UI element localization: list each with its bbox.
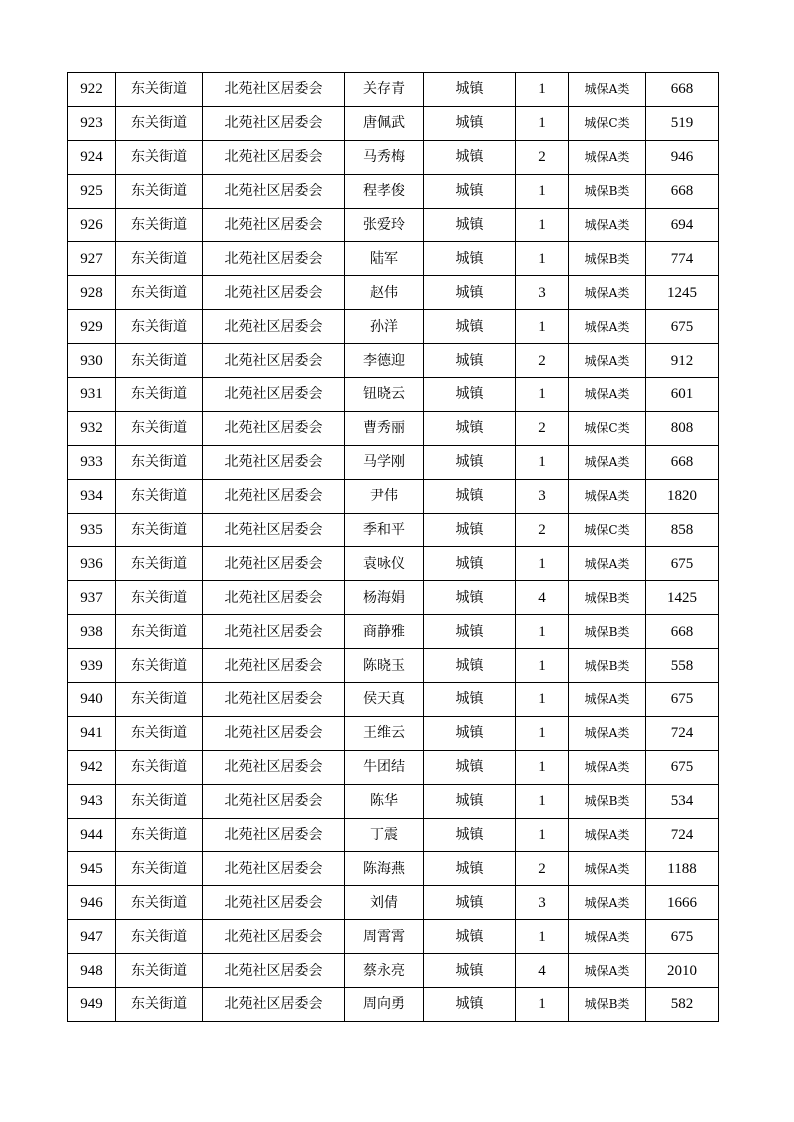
cell-committee: 北苑社区居委会 <box>203 106 345 140</box>
cell-area-type: 城镇 <box>424 784 516 818</box>
cell-category: 城保A类 <box>569 818 646 852</box>
cell-row-number: 938 <box>68 615 116 649</box>
cell-area-type: 城镇 <box>424 886 516 920</box>
cell-household-count: 1 <box>516 784 569 818</box>
table-row <box>68 242 719 276</box>
cell-person-name: 周霄霄 <box>345 920 424 954</box>
table-row <box>68 208 719 242</box>
cell-amount: 694 <box>646 208 719 242</box>
cell-area-type: 城镇 <box>424 750 516 784</box>
cell-household-count: 4 <box>516 581 569 615</box>
cell-amount: 946 <box>646 140 719 174</box>
cell-person-name: 杨海娟 <box>345 581 424 615</box>
cell-category: 城保B类 <box>569 174 646 208</box>
cell-household-count: 1 <box>516 310 569 344</box>
cell-area-type: 城镇 <box>424 310 516 344</box>
cell-household-count: 1 <box>516 750 569 784</box>
cell-category: 城保A类 <box>569 852 646 886</box>
cell-street: 东关街道 <box>116 954 203 988</box>
cell-amount: 675 <box>646 547 719 581</box>
cell-committee: 北苑社区居委会 <box>203 920 345 954</box>
table-row <box>68 615 719 649</box>
cell-category: 城保A类 <box>569 310 646 344</box>
cell-committee: 北苑社区居委会 <box>203 378 345 412</box>
cell-household-count: 1 <box>516 818 569 852</box>
cell-area-type: 城镇 <box>424 581 516 615</box>
cell-household-count: 1 <box>516 615 569 649</box>
cell-street: 东关街道 <box>116 581 203 615</box>
cell-category: 城保A类 <box>569 344 646 378</box>
cell-row-number: 932 <box>68 411 116 445</box>
cell-area-type: 城镇 <box>424 411 516 445</box>
cell-category: 城保A类 <box>569 445 646 479</box>
cell-area-type: 城镇 <box>424 716 516 750</box>
table-row <box>68 73 719 107</box>
cell-amount: 582 <box>646 988 719 1022</box>
cell-row-number: 929 <box>68 310 116 344</box>
cell-person-name: 钮晓云 <box>345 378 424 412</box>
cell-category: 城保A类 <box>569 954 646 988</box>
cell-person-name: 牛团结 <box>345 750 424 784</box>
cell-row-number: 940 <box>68 683 116 717</box>
cell-committee: 北苑社区居委会 <box>203 784 345 818</box>
cell-row-number: 948 <box>68 954 116 988</box>
table-row <box>68 852 719 886</box>
cell-household-count: 1 <box>516 242 569 276</box>
cell-street: 东关街道 <box>116 73 203 107</box>
cell-row-number: 942 <box>68 750 116 784</box>
table-row <box>68 750 719 784</box>
cell-household-count: 1 <box>516 106 569 140</box>
cell-committee: 北苑社区居委会 <box>203 174 345 208</box>
cell-street: 东关街道 <box>116 547 203 581</box>
cell-person-name: 陈晓玉 <box>345 649 424 683</box>
cell-row-number: 933 <box>68 445 116 479</box>
cell-person-name: 袁咏仪 <box>345 547 424 581</box>
cell-household-count: 1 <box>516 683 569 717</box>
table-row <box>68 276 719 310</box>
table-row <box>68 445 719 479</box>
cell-amount: 912 <box>646 344 719 378</box>
cell-person-name: 马学刚 <box>345 445 424 479</box>
cell-committee: 北苑社区居委会 <box>203 649 345 683</box>
cell-amount: 2010 <box>646 954 719 988</box>
cell-household-count: 1 <box>516 445 569 479</box>
cell-committee: 北苑社区居委会 <box>203 479 345 513</box>
table-row <box>68 886 719 920</box>
cell-area-type: 城镇 <box>424 140 516 174</box>
cell-row-number: 926 <box>68 208 116 242</box>
table-row <box>68 988 719 1022</box>
cell-person-name: 刘倩 <box>345 886 424 920</box>
cell-area-type: 城镇 <box>424 445 516 479</box>
cell-person-name: 丁震 <box>345 818 424 852</box>
cell-committee: 北苑社区居委会 <box>203 852 345 886</box>
cell-amount: 519 <box>646 106 719 140</box>
cell-committee: 北苑社区居委会 <box>203 988 345 1022</box>
table-row <box>68 716 719 750</box>
cell-category: 城保A类 <box>569 73 646 107</box>
cell-person-name: 侯天真 <box>345 683 424 717</box>
cell-street: 东关街道 <box>116 920 203 954</box>
cell-row-number: 949 <box>68 988 116 1022</box>
cell-amount: 724 <box>646 716 719 750</box>
cell-person-name: 陈华 <box>345 784 424 818</box>
cell-street: 东关街道 <box>116 208 203 242</box>
cell-row-number: 947 <box>68 920 116 954</box>
cell-category: 城保B类 <box>569 581 646 615</box>
table-row <box>68 513 719 547</box>
cell-category: 城保C类 <box>569 411 646 445</box>
cell-area-type: 城镇 <box>424 208 516 242</box>
cell-area-type: 城镇 <box>424 818 516 852</box>
cell-street: 东关街道 <box>116 886 203 920</box>
table-row <box>68 954 719 988</box>
cell-amount: 601 <box>646 378 719 412</box>
cell-category: 城保C类 <box>569 513 646 547</box>
cell-amount: 668 <box>646 615 719 649</box>
cell-person-name: 季和平 <box>345 513 424 547</box>
cell-area-type: 城镇 <box>424 378 516 412</box>
cell-category: 城保B类 <box>569 242 646 276</box>
cell-household-count: 1 <box>516 73 569 107</box>
cell-household-count: 1 <box>516 378 569 412</box>
cell-area-type: 城镇 <box>424 649 516 683</box>
cell-amount: 675 <box>646 310 719 344</box>
cell-street: 东关街道 <box>116 784 203 818</box>
cell-committee: 北苑社区居委会 <box>203 73 345 107</box>
cell-person-name: 蔡永亮 <box>345 954 424 988</box>
cell-committee: 北苑社区居委会 <box>203 547 345 581</box>
cell-committee: 北苑社区居委会 <box>203 208 345 242</box>
cell-area-type: 城镇 <box>424 276 516 310</box>
cell-amount: 808 <box>646 411 719 445</box>
table-row <box>68 649 719 683</box>
cell-row-number: 934 <box>68 479 116 513</box>
cell-category: 城保B类 <box>569 988 646 1022</box>
cell-household-count: 1 <box>516 174 569 208</box>
cell-amount: 724 <box>646 818 719 852</box>
cell-row-number: 936 <box>68 547 116 581</box>
cell-street: 东关街道 <box>116 242 203 276</box>
cell-amount: 675 <box>646 683 719 717</box>
cell-row-number: 943 <box>68 784 116 818</box>
cell-household-count: 2 <box>516 344 569 378</box>
cell-person-name: 马秀梅 <box>345 140 424 174</box>
table-body <box>68 73 719 1022</box>
cell-street: 东关街道 <box>116 683 203 717</box>
cell-person-name: 赵伟 <box>345 276 424 310</box>
cell-committee: 北苑社区居委会 <box>203 683 345 717</box>
cell-area-type: 城镇 <box>424 479 516 513</box>
cell-category: 城保A类 <box>569 886 646 920</box>
cell-committee: 北苑社区居委会 <box>203 411 345 445</box>
cell-row-number: 928 <box>68 276 116 310</box>
table-row <box>68 344 719 378</box>
cell-row-number: 925 <box>68 174 116 208</box>
cell-category: 城保A类 <box>569 479 646 513</box>
table-row <box>68 818 719 852</box>
cell-committee: 北苑社区居委会 <box>203 242 345 276</box>
cell-row-number: 927 <box>68 242 116 276</box>
cell-amount: 774 <box>646 242 719 276</box>
cell-area-type: 城镇 <box>424 73 516 107</box>
cell-street: 东关街道 <box>116 411 203 445</box>
cell-street: 东关街道 <box>116 378 203 412</box>
table-row <box>68 411 719 445</box>
cell-committee: 北苑社区居委会 <box>203 818 345 852</box>
cell-area-type: 城镇 <box>424 920 516 954</box>
cell-row-number: 924 <box>68 140 116 174</box>
cell-household-count: 1 <box>516 547 569 581</box>
cell-row-number: 930 <box>68 344 116 378</box>
cell-area-type: 城镇 <box>424 174 516 208</box>
cell-amount: 1188 <box>646 852 719 886</box>
cell-amount: 858 <box>646 513 719 547</box>
table-row <box>68 920 719 954</box>
relief-roster-table <box>67 72 719 1022</box>
cell-area-type: 城镇 <box>424 615 516 649</box>
cell-household-count: 4 <box>516 954 569 988</box>
cell-row-number: 935 <box>68 513 116 547</box>
cell-street: 东关街道 <box>116 445 203 479</box>
cell-row-number: 922 <box>68 73 116 107</box>
cell-category: 城保A类 <box>569 683 646 717</box>
cell-person-name: 陈海燕 <box>345 852 424 886</box>
cell-row-number: 931 <box>68 378 116 412</box>
cell-street: 东关街道 <box>116 344 203 378</box>
cell-row-number: 941 <box>68 716 116 750</box>
cell-street: 东关街道 <box>116 106 203 140</box>
cell-committee: 北苑社区居委会 <box>203 513 345 547</box>
cell-area-type: 城镇 <box>424 242 516 276</box>
table-row <box>68 581 719 615</box>
cell-street: 东关街道 <box>116 513 203 547</box>
cell-amount: 668 <box>646 445 719 479</box>
cell-household-count: 3 <box>516 479 569 513</box>
cell-amount: 668 <box>646 174 719 208</box>
cell-category: 城保C类 <box>569 106 646 140</box>
cell-street: 东关街道 <box>116 750 203 784</box>
cell-committee: 北苑社区居委会 <box>203 750 345 784</box>
cell-row-number: 923 <box>68 106 116 140</box>
cell-street: 东关街道 <box>116 716 203 750</box>
cell-amount: 558 <box>646 649 719 683</box>
cell-street: 东关街道 <box>116 174 203 208</box>
cell-committee: 北苑社区居委会 <box>203 716 345 750</box>
cell-street: 东关街道 <box>116 988 203 1022</box>
cell-street: 东关街道 <box>116 140 203 174</box>
table-row <box>68 174 719 208</box>
cell-category: 城保B类 <box>569 649 646 683</box>
cell-area-type: 城镇 <box>424 547 516 581</box>
cell-household-count: 2 <box>516 852 569 886</box>
cell-street: 东关街道 <box>116 818 203 852</box>
cell-category: 城保A类 <box>569 276 646 310</box>
cell-household-count: 1 <box>516 649 569 683</box>
cell-amount: 534 <box>646 784 719 818</box>
cell-household-count: 3 <box>516 886 569 920</box>
cell-committee: 北苑社区居委会 <box>203 344 345 378</box>
cell-household-count: 1 <box>516 716 569 750</box>
cell-area-type: 城镇 <box>424 852 516 886</box>
cell-committee: 北苑社区居委会 <box>203 954 345 988</box>
table-row <box>68 683 719 717</box>
cell-category: 城保A类 <box>569 716 646 750</box>
cell-street: 东关街道 <box>116 310 203 344</box>
cell-person-name: 陆军 <box>345 242 424 276</box>
table-row <box>68 547 719 581</box>
cell-person-name: 王维云 <box>345 716 424 750</box>
cell-street: 东关街道 <box>116 649 203 683</box>
cell-committee: 北苑社区居委会 <box>203 615 345 649</box>
cell-person-name: 李德迎 <box>345 344 424 378</box>
cell-person-name: 周向勇 <box>345 988 424 1022</box>
cell-row-number: 945 <box>68 852 116 886</box>
cell-category: 城保A类 <box>569 140 646 174</box>
cell-amount: 1666 <box>646 886 719 920</box>
cell-committee: 北苑社区居委会 <box>203 886 345 920</box>
cell-category: 城保A类 <box>569 750 646 784</box>
cell-category: 城保A类 <box>569 208 646 242</box>
cell-committee: 北苑社区居委会 <box>203 445 345 479</box>
cell-category: 城保A类 <box>569 920 646 954</box>
cell-amount: 1820 <box>646 479 719 513</box>
cell-person-name: 程孝俊 <box>345 174 424 208</box>
cell-person-name: 张爱玲 <box>345 208 424 242</box>
table-row <box>68 784 719 818</box>
cell-person-name: 孙洋 <box>345 310 424 344</box>
cell-household-count: 2 <box>516 411 569 445</box>
cell-person-name: 唐佩武 <box>345 106 424 140</box>
cell-area-type: 城镇 <box>424 988 516 1022</box>
cell-household-count: 1 <box>516 920 569 954</box>
cell-street: 东关街道 <box>116 479 203 513</box>
cell-row-number: 939 <box>68 649 116 683</box>
cell-category: 城保A类 <box>569 378 646 412</box>
cell-category: 城保A类 <box>569 547 646 581</box>
cell-person-name: 尹伟 <box>345 479 424 513</box>
cell-street: 东关街道 <box>116 615 203 649</box>
cell-household-count: 2 <box>516 513 569 547</box>
cell-amount: 1245 <box>646 276 719 310</box>
cell-household-count: 1 <box>516 208 569 242</box>
cell-row-number: 944 <box>68 818 116 852</box>
cell-street: 东关街道 <box>116 276 203 310</box>
table-row <box>68 106 719 140</box>
cell-category: 城保B类 <box>569 784 646 818</box>
cell-area-type: 城镇 <box>424 513 516 547</box>
cell-amount: 675 <box>646 920 719 954</box>
cell-area-type: 城镇 <box>424 106 516 140</box>
cell-area-type: 城镇 <box>424 954 516 988</box>
cell-street: 东关街道 <box>116 852 203 886</box>
table-row <box>68 479 719 513</box>
cell-category: 城保B类 <box>569 615 646 649</box>
cell-person-name: 曹秀丽 <box>345 411 424 445</box>
cell-committee: 北苑社区居委会 <box>203 581 345 615</box>
cell-amount: 675 <box>646 750 719 784</box>
cell-row-number: 946 <box>68 886 116 920</box>
cell-row-number: 937 <box>68 581 116 615</box>
cell-person-name: 商静雅 <box>345 615 424 649</box>
cell-area-type: 城镇 <box>424 344 516 378</box>
table-row <box>68 310 719 344</box>
cell-household-count: 1 <box>516 988 569 1022</box>
cell-committee: 北苑社区居委会 <box>203 310 345 344</box>
cell-committee: 北苑社区居委会 <box>203 140 345 174</box>
cell-person-name: 关存青 <box>345 73 424 107</box>
table-row <box>68 378 719 412</box>
cell-household-count: 2 <box>516 140 569 174</box>
cell-area-type: 城镇 <box>424 683 516 717</box>
cell-committee: 北苑社区居委会 <box>203 276 345 310</box>
table-row <box>68 140 719 174</box>
cell-amount: 1425 <box>646 581 719 615</box>
cell-household-count: 3 <box>516 276 569 310</box>
cell-amount: 668 <box>646 73 719 107</box>
